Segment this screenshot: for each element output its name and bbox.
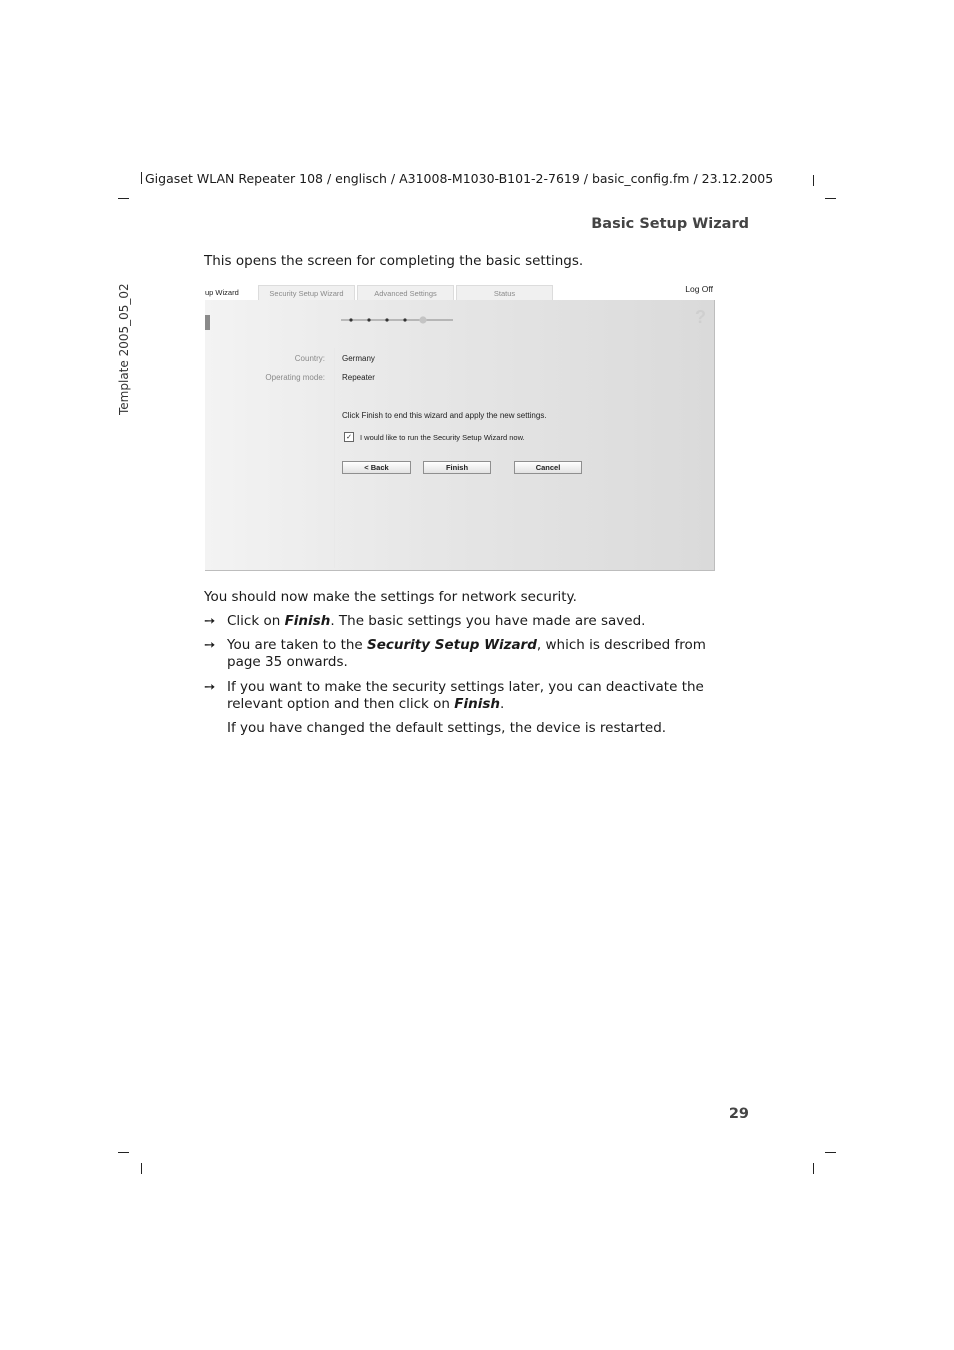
progress-step [385,318,388,321]
bullet-text: . [500,696,505,712]
crop-mark [825,1152,836,1153]
cancel-button[interactable]: Cancel [514,461,582,474]
change-bar [141,172,142,184]
bullet-text: If you want to make the security settings later, you can deactivate the relevant option and then click on [227,679,704,712]
country-label: Country: [294,354,325,363]
security-wizard-checkbox-label: I would like to run the Security Setup Wizard now. [360,433,525,442]
bullet-text: Click on [227,613,285,629]
finish-button[interactable]: Finish [423,461,491,474]
column-separator [334,348,335,568]
progress-step [349,318,352,321]
crop-mark [813,1163,814,1174]
arrow-icon: ➙ [204,679,216,695]
header-meta-line [141,171,773,186]
bullet-text: , which is described from page 35 onwards. [227,637,706,670]
operating-mode-label: Operating mode: [265,373,325,382]
crop-mark [825,198,836,199]
section-title: Basic Setup Wizard [591,216,749,232]
log-off-link[interactable]: Log Off [685,284,713,294]
wizard-panel [205,300,715,571]
restart-note: If you have changed the default settings, the device is restarted. [227,720,667,736]
bullet-emphasis: Finish [284,613,331,629]
intro-paragraph: This opens the screen for completing the basic settings. [204,253,584,269]
wizard-screenshot [204,283,716,571]
crop-mark [813,175,814,186]
bullet-emphasis: Security Setup Wizard [367,637,537,653]
tab-status[interactable]: Status [456,285,553,300]
list-item [204,613,724,630]
progress-step-current [419,316,426,323]
tab-security-setup-wizard[interactable]: Security Setup Wizard [258,285,355,300]
header-meta-text: Gigaset WLAN Repeater 108 / englisch / A31008-M1030-B101-2-7619 / basic_config.fm / 23.12.2005 [145,171,774,186]
page-number: 29 [728,1106,749,1122]
list-item [204,679,724,713]
crop-mark [118,198,129,199]
list-item [204,637,724,671]
tab-basic-setup-wizard[interactable]: up Wizard [204,285,256,300]
bullet-emphasis: Finish [454,696,500,712]
operating-mode-value: Repeater [342,373,375,382]
bullet-text: . The basic settings you have made are saved. [330,613,646,629]
help-icon[interactable]: ? [695,307,706,327]
back-button[interactable]: < Back [342,461,411,474]
arrow-icon: ➙ [204,637,216,653]
side-template-label: Template 2005_05_02 [117,283,131,415]
panel-marker [205,315,210,330]
progress-step [403,318,406,321]
crop-mark [118,1152,129,1153]
security-wizard-checkbox[interactable]: ✓ [344,432,354,442]
security-paragraph: You should now make the settings for network security. [204,589,577,605]
progress-step [367,318,370,321]
country-value: Germany [342,354,375,363]
tab-advanced-settings[interactable]: Advanced Settings [357,285,454,300]
arrow-icon: ➙ [204,613,216,629]
progress-indicator [341,316,453,324]
finish-instruction: Click Finish to end this wizard and apply the new settings. [342,411,547,420]
crop-mark [141,1163,142,1174]
bullet-text: You are taken to the [227,637,368,653]
